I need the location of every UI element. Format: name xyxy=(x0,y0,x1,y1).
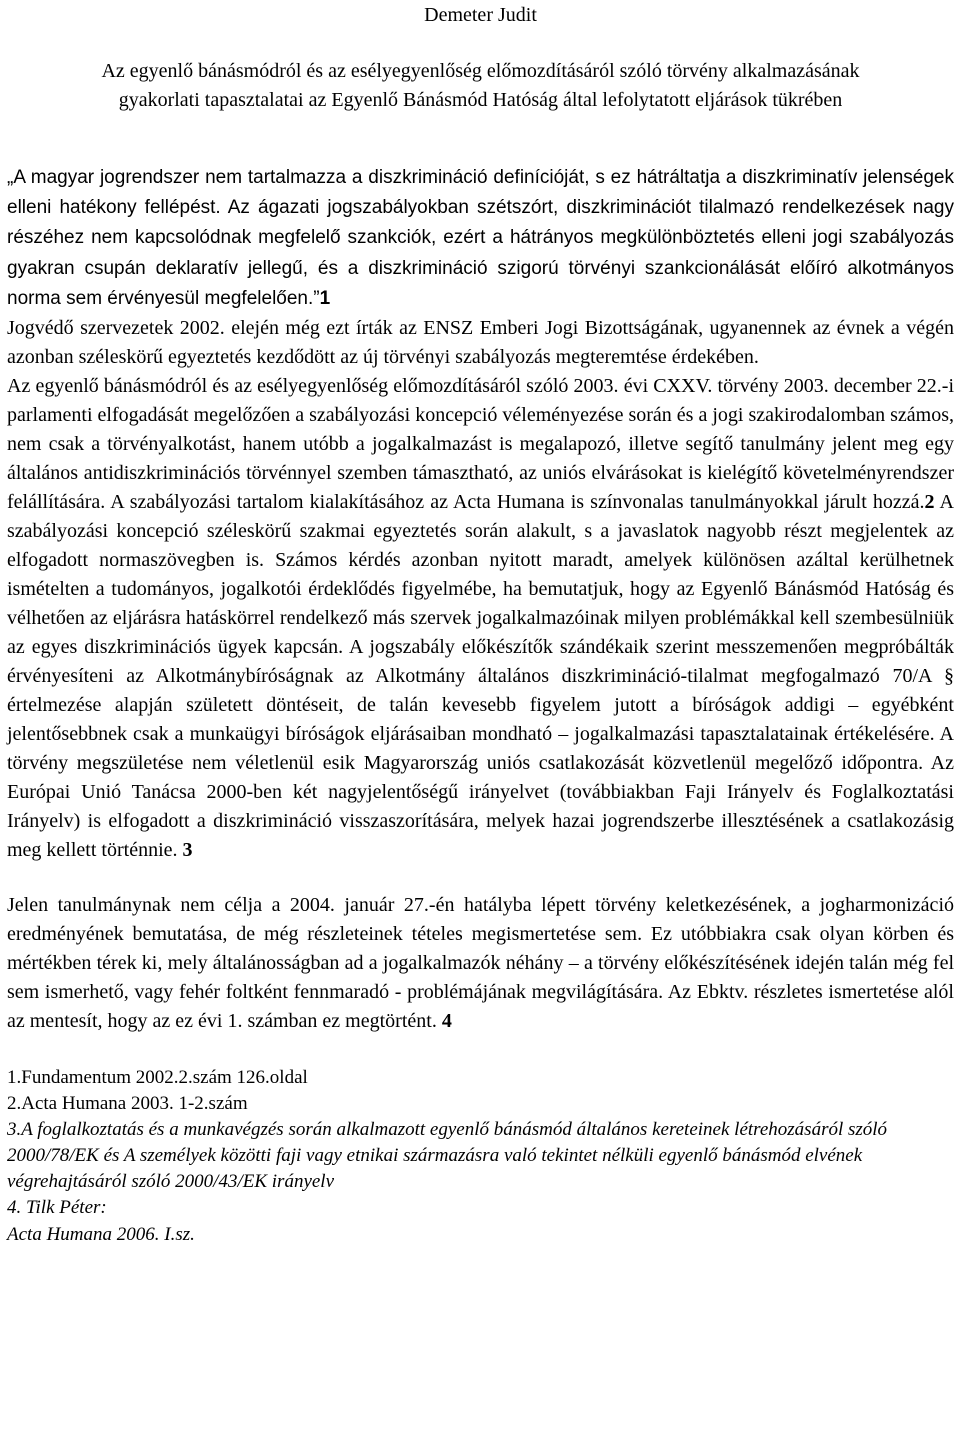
article-title-line-1: Az egyenlő bánásmódról és az esélyegyenlőség előmozdításáról szóló törvény alkalmazásának xyxy=(101,60,860,82)
footnote-reference-3[interactable]: 3 xyxy=(182,839,193,862)
body-paragraph-2-part-b: A szabályozási koncepció széleskörű szakmai egyeztetés során alakult, s a javaslatok nagyobb részt megjelentek az elfogadott normaszövegben is. Számos kérdés azonban nyitott maradt, amelyek különösen azáltal kerülhetnek ismételten a tudományos, jogalkotói érdeklődés figyelmébe, ha bemutatjuk, hogy az Egyenlő Bánásmód Hatóság és vélhetően az eljárásra hatáskörrel rendelkező más szervek jogalkalmazóinak milyen problémákkal kell szembesülniük az egyes diszkriminációs ügyek kapcsán. A jogszabály előkészítők szándékaik szerint messzemenően megpróbálták érvényesíteni az Alkotmánybíróságnak az Alkotmány általános diszkrimináció-tilalmat megfogalmazó 70/A § értelmezése alapján született döntéseit, de talán kevesebb figyelem jutott a bíróságok addigi – egyébként jelentősebbnek csak a munkaügyi bíróságok eljárásaiban mondható – jogalkalmazási tapasztalatainak értékelésére. A törvény megszületése nem véletlenül esik Magyarország uniós csatlakozását közvetlenül megelőző időpontra. Az Európai Unió Tanácsa 2000-ben két nagyjelentőségű irányelvet (továbbiakban Faji Irányelv és Foglalkoztatási Irányelv) is elfogadott a diszkrimináció visszaszorítására, melyek hazai jogrendszerbe illesztésének a csatlakozásig meg kellett történnie. xyxy=(7,491,954,862)
footnote-reference-2[interactable]: 2 xyxy=(924,491,935,514)
footnote-reference-1[interactable]: 1 xyxy=(319,287,331,309)
body-paragraph-3-text: Jelen tanulmánynak nem célja a 2004. január 27.-én hatályba lépett törvény keletkezésének, a jogharmonizáció eredményének bemutatása, de még részleteinek tételes megismertetése sem. Ez utóbbiakra csak olyan körben és mértékben térek ki, mely általánosságban ad a jogalkalmazók néhány – a törvény előkészítésének idején talán még fel sem ismerhető, vagy fehér foltként fennmaradó - problémájának megvilágítására. Az Ebktv. részletes ismertetése alól az mentesít, hogy az ez évi 1. számban ez megtörtént. xyxy=(7,894,954,1033)
footnote-4-source: Acta Humana 2006. I.sz. xyxy=(7,1223,195,1245)
opening-quote-paragraph xyxy=(7,163,954,314)
author-name: Demeter Judit xyxy=(424,4,537,26)
footnote-4: 4. Tilk Péter: xyxy=(7,1197,107,1219)
footnote-2: 2.Acta Humana 2003. 1-2.szám xyxy=(7,1093,248,1115)
article-title xyxy=(7,57,954,115)
body-paragraph-2-part-a: Az egyenlő bánásmódról és az esélyegyenlőség előmozdításáról szóló 2003. évi CXXV. törvény 2003. december 22.-i parlamenti elfogadását megelőzően a szabályozási koncepció véleményezése során és a jogi szakirodalomban számos, nem csak a törvényalkotást, hanem utóbb a jogalkalmazást is megalapozó, illetve segítő tanulmány jelent meg egy általános antidiszkriminációs törvénnyel szemben támasztható, az uniós elvárásokat is kielégítő követelményrendszer felállítására. A szabályozási tartalom kialakításához az Acta Humana is színvonalas tanulmányokkal járult hozzá. xyxy=(7,375,954,514)
article-title-line-2: gyakorlati tapasztalatai az Egyenlő Bánásmód Hatóság által lefolytatott eljárások tükrében xyxy=(118,89,843,111)
footnote-1: 1.Fundamentum 2002.2.szám 126.oldal xyxy=(7,1067,308,1089)
footnotes-section xyxy=(7,1065,954,1248)
body-paragraph-1: Jogvédő szervezetek 2002. elején még ezt írták az ENSZ Emberi Jogi Bizottságának, ugyanennek az évnek a végén azonban széleskörű egyeztetés kezdődött az új törvényi szabályozás megteremtése érdekében. xyxy=(7,317,954,369)
footnote-reference-4[interactable]: 4 xyxy=(441,1010,452,1033)
body-paragraph-3 xyxy=(7,891,954,1036)
footnote-3: 3.A foglalkoztatás és a munkavégzés során alkalmazott egyenlő bánásmód általános kereteinek létrehozásáról szóló 2000/78/EK és A személyek közötti faji vagy etnikai származásra való tekintet nélküli egyenlő bánásmód elvének végrehajtásáról szóló 2000/43/EK irányelv xyxy=(7,1119,888,1193)
body-paragraph-2 xyxy=(7,372,954,865)
opening-quote-text: „A magyar jogrendszer nem tartalmazza a diszkrimináció definícióját, s ez hátráltatja a diszkriminatív jelenségek elleni hatékony fellépést. Az ágazati jogszabályokban szétszórt, diszkriminációt tilalmazó rendelkezések nagy részéhez nem kapcsolódnak megfelelő szankciók, ezért a hátrányos megkülönböztetés elleni jogi szabályozás gyakran csupán deklaratív jellegű, és a diszkrimináció szigorú törvényi szankcionálását előíró alkotmányos norma sem érvényesül megfelelően.” xyxy=(7,167,954,309)
